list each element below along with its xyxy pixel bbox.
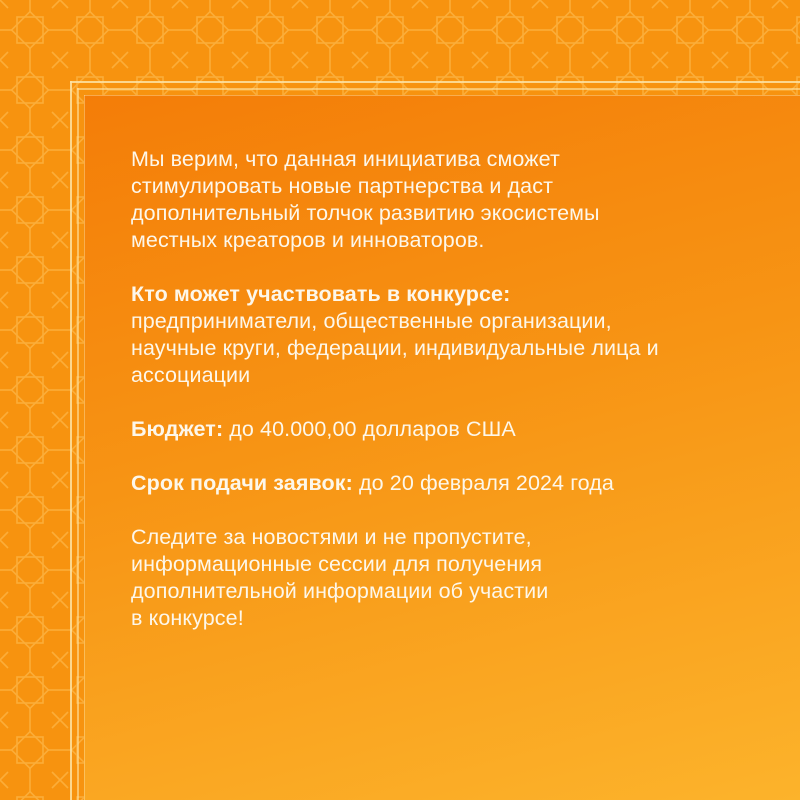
frame-line	[77, 88, 800, 90]
frame-line	[77, 88, 79, 800]
intro-line: стимулировать новые партнерства и даст	[131, 174, 554, 198]
frame-line	[84, 95, 800, 96]
budget-value: до 40.000,00 долларов США	[223, 417, 516, 441]
outro-line: в конкурсе!	[131, 606, 244, 630]
participants-paragraph	[131, 281, 771, 389]
deadline-value: до 20 февраля 2024 года	[352, 471, 614, 495]
outro-line: дополнительной информации об участии	[131, 579, 549, 603]
deadline-label: Срок подачи заявок:	[131, 471, 353, 495]
outro-line: Следите за новостями и не пропустите,	[131, 525, 532, 549]
intro-line: Мы верим, что данная инициатива сможет	[131, 147, 560, 171]
outro-paragraph	[131, 524, 771, 632]
participants-line: ассоциации	[131, 363, 251, 387]
frame-line	[70, 81, 800, 83]
frame-line	[84, 95, 85, 800]
intro-line: местных креаторов и инноваторов.	[131, 228, 485, 252]
participants-line: научные круги, федерации, индивидуальные лица и	[131, 336, 659, 360]
frame-line	[70, 81, 72, 800]
budget-label: Бюджет:	[131, 417, 224, 441]
participants-label: Кто может участвовать в конкурсе:	[131, 282, 511, 306]
budget-paragraph	[131, 416, 771, 443]
participants-line: предприниматели, общественные организации,	[131, 309, 612, 333]
announcement-text	[131, 146, 771, 632]
intro-line: дополнительный толчок развитию экосистемы	[131, 201, 600, 225]
intro-paragraph	[131, 146, 771, 254]
outro-line: информационные сессии для получения	[131, 552, 543, 576]
deadline-paragraph	[131, 470, 771, 497]
